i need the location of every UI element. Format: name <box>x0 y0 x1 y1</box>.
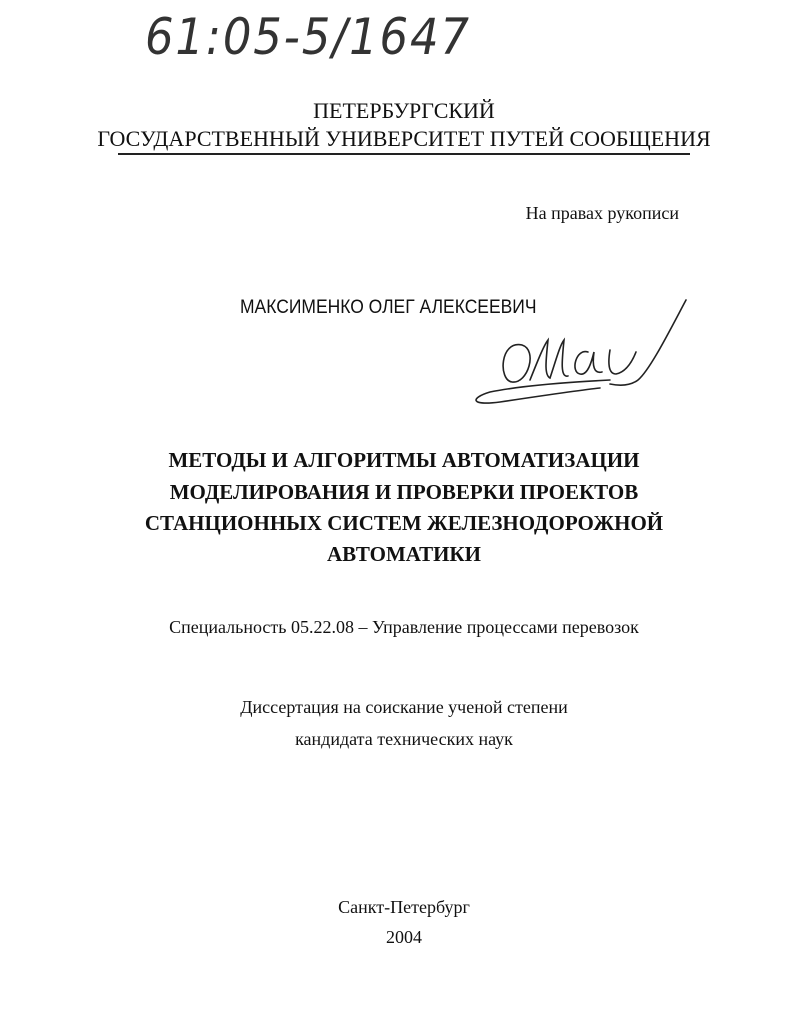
author-name: МАКСИМЕНКО ОЛЕГ АЛЕКСЕЕВИЧ <box>240 297 537 318</box>
signature <box>460 290 700 410</box>
manuscript-note: На правах рукописи <box>525 203 679 223</box>
specialty: Специальность 05.22.08 – Управление процессами перевозок <box>169 617 639 637</box>
title-line-3: СТАНЦИОННЫХ СИСТЕМ ЖЕЛЕЗНОДОРОЖНОЙ <box>144 511 664 535</box>
degree-line-1: Диссертация на соискание ученой степени <box>240 697 568 717</box>
institution-line-2: ГОСУДАРСТВЕННЫЙ УНИВЕРСИТЕТ ПУТЕЙ СООБЩЕНИЯ <box>97 126 711 151</box>
header-divider <box>118 153 690 155</box>
city: Санкт-Петербург <box>338 897 470 917</box>
year: 2004 <box>386 927 422 947</box>
degree-line-2: кандидата технических наук <box>295 729 513 749</box>
title-line-4: АВТОМАТИКИ <box>326 542 481 566</box>
institution-line-1: ПЕТЕРБУРГСКИЙ <box>313 98 495 123</box>
title-line-1: МЕТОДЫ И АЛГОРИТМЫ АВТОМАТИЗАЦИИ <box>168 448 640 472</box>
handwritten-archive-code: 61:05-5/1647 <box>145 8 471 66</box>
title-line-2: МОДЕЛИРОВАНИЯ И ПРОВЕРКИ ПРОЕКТОВ <box>169 480 639 504</box>
